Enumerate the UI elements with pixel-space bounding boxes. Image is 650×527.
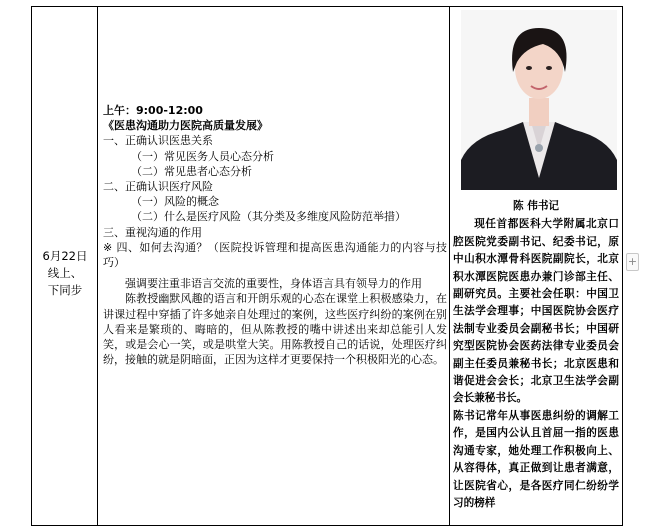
schedule-table <box>31 6 623 526</box>
speaker-bio <box>453 198 619 512</box>
outline-item: （一）常见医务人员心态分析 <box>131 149 274 163</box>
speaker-photo <box>461 10 617 190</box>
course-content <box>103 103 447 367</box>
outline-item: （一）风险的概念 <box>131 195 219 209</box>
speaker-cell <box>450 7 622 525</box>
content-cell <box>98 7 449 525</box>
outline-item: 二、正确认识医疗风险 <box>103 180 213 194</box>
course-title: 《医患沟通助力医院高质量发展》 <box>103 119 268 133</box>
course-description: 强调要注重非语言交流的重要性，身体语言具有领导力的作用 <box>125 277 422 291</box>
date-cell <box>32 7 97 525</box>
outline-item: （二）常见患者心态分析 <box>131 164 252 178</box>
expand-button[interactable]: + <box>626 253 639 271</box>
course-description: 陈教授幽默风趣的语言和开朗乐观的心态在课堂上积极感染力，在讲课过程中穿插了许多她亲自处理过的案例，这些医疗纠纷的案例在别人看来是繁琐的、晦暗的，但从陈教授的嘴中讲述出来却总能引人发笑，或是会心一笑，或是哄堂大笑。用陈教授自己的话说，处理医疗纠纷，接触的就是阴暗面，正因为这样才更要保持一个积极阳光的心态。 <box>103 292 447 367</box>
outline-item: ※ 四、如何去沟通？（医院投诉管理和提高医患沟通能力的内容与技巧） <box>103 240 447 270</box>
date-text: 6月22日 <box>42 249 88 263</box>
outline-item: 一、正确认识医患关系 <box>103 134 213 148</box>
speaker-bio-paragraph: 陈书记常年从事医患纠纷的调解工作，是国内公认且首屈一指的医患沟通专家，她处理工作积极向上、从容得体，真正做到让患者满意，让医院省心，是各医疗同仁纷纷学习的榜样 <box>453 409 619 509</box>
outline-item: （二）什么是医疗风险（其分类及多维度风险防范举措） <box>131 210 406 224</box>
outline-item: 三、重视沟通的作用 <box>103 225 202 239</box>
speaker-name: 陈 伟书记 <box>512 200 560 212</box>
mode-text-1: 线上、 <box>47 266 83 280</box>
speaker-portrait-image <box>461 10 617 190</box>
session-time: 上午：9:00-12:00 <box>103 104 203 117</box>
date-block <box>35 248 95 299</box>
mode-text-2: 下同步 <box>47 283 83 297</box>
speaker-bio-paragraph: 现任首都医科大学附属北京口腔医院党委副书记、纪委书记，原中山积水潭骨科医院副院长，北京积水潭医院医患办兼门诊部主任、副研究员。主要社会任职：中国卫生法学会理事；中国医院协会医疗法制专业委员会副秘书长；中国研究型医院协会医药法律专业委员会副主任委员兼秘书长；北京医患和谐促进会会长；北京卫生法学会副会长兼秘书长。 <box>453 218 619 405</box>
